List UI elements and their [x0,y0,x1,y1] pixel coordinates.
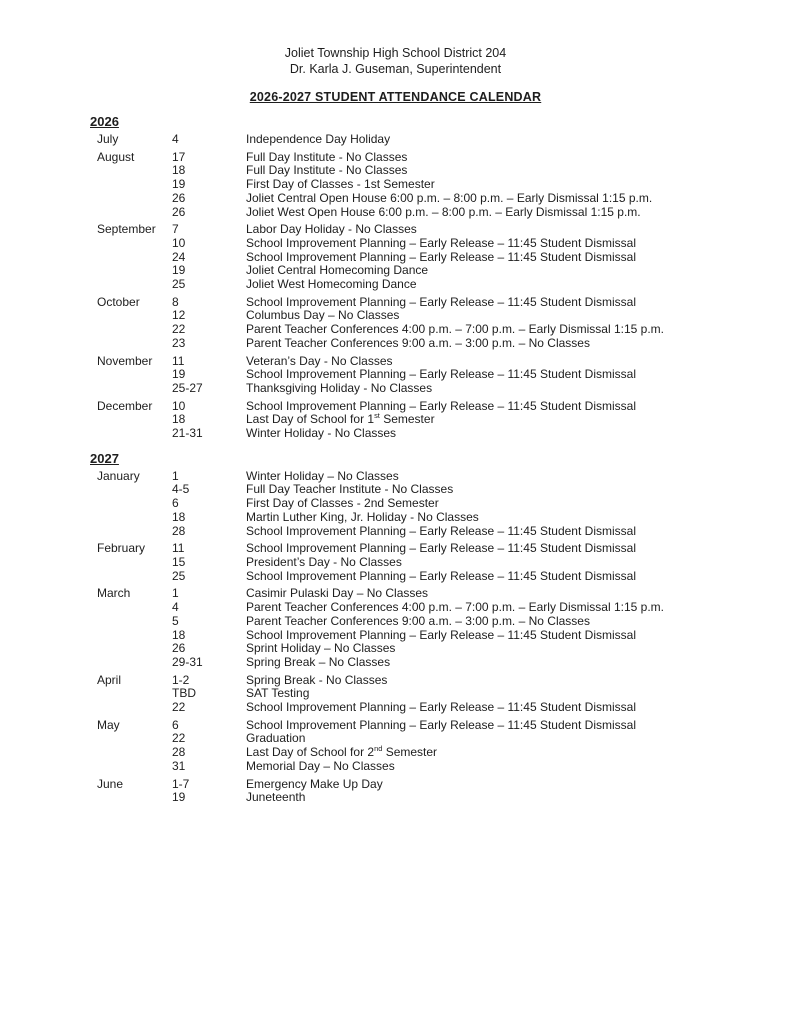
event-description: School Improvement Planning – Early Release – 11:45 Student Dismissal [246,627,636,642]
event-date: 6 [172,496,179,511]
month-events [172,778,791,805]
calendar-event-row [172,178,791,192]
event-date: 24 [172,249,186,264]
event-description: School Improvement Planning – Early Release – 11:45 Student Dismissal [246,717,636,732]
event-date: 28 [172,523,186,538]
calendar-event-row [172,206,791,220]
calendar-event-row [172,587,791,601]
event-date: 25-27 [172,380,203,395]
month-label: September [97,222,156,237]
event-date: 26 [172,204,186,219]
event-date: 29-31 [172,654,203,669]
event-date: 18 [172,412,186,427]
event-description: School Improvement Planning – Early Release – 11:45 Student Dismissal [246,235,636,250]
event-description: School Improvement Planning – Early Release – 11:45 Student Dismissal [246,700,636,715]
event-date: 1-7 [172,776,190,791]
event-date: 23 [172,335,186,350]
calendar-event-row [172,687,791,701]
event-date: 18 [172,163,186,178]
event-date: TBD [172,686,196,701]
event-date: 19 [172,367,186,382]
event-date: 4 [172,600,179,615]
event-description: Winter Holiday - No Classes [246,426,397,441]
calendar-event-row [172,497,791,511]
event-description: Winter Holiday – No Classes [246,468,399,483]
calendar-event-row [172,164,791,178]
calendar-event-row [172,642,791,656]
event-date: 25 [172,277,186,292]
month-label: February [97,541,146,556]
calendar-event-row [172,323,791,337]
event-date: 22 [172,700,186,715]
event-date: 12 [172,308,186,323]
event-date: 22 [172,731,186,746]
month-group [97,355,791,396]
event-description: School Improvement Planning – Early Release – 11:45 Student Dismissal [246,294,636,309]
month-events [172,400,791,441]
calendar-event-row [172,746,791,760]
calendar-event-row [172,192,791,206]
event-description: Emergency Make Up Day [246,776,383,791]
event-date: 8 [172,294,179,309]
month-events [172,719,791,774]
event-description: First Day of Classes - 2nd Semester [246,496,439,511]
calendar-event-row [172,133,791,147]
calendar-event-row [172,368,791,382]
event-description: Parent Teacher Conferences 9:00 a.m. – 3:00 p.m. – No Classes [246,335,590,350]
month-label: July [97,132,119,146]
event-description: Independence Day Holiday [246,132,391,146]
event-description: Sprint Holiday – No Classes [246,641,396,656]
event-description: School Improvement Planning – Early Release – 11:45 Student Dismissal [246,541,636,556]
month-group [97,587,791,669]
month-label: August [97,149,135,164]
event-date: 31 [172,758,186,773]
event-date: 22 [172,322,186,337]
event-date: 19 [172,177,186,192]
event-description: Memorial Day – No Classes [246,758,395,773]
event-description: Graduation [246,731,306,746]
event-description: President’s Day - No Classes [246,554,402,569]
event-description: First Day of Classes - 1st Semester [246,177,435,192]
event-date: 19 [172,263,186,278]
event-description: Full Day Institute - No Classes [246,163,408,178]
calendar-event-row [172,525,791,539]
calendar-event-row [172,309,791,323]
month-group [97,133,791,147]
month-label: January [97,468,140,483]
calendar-event-row [172,629,791,643]
month-events [172,223,791,292]
year-section [0,451,791,805]
event-date: 7 [172,222,179,237]
calendar-event-row [172,542,791,556]
month-label: October [97,294,140,309]
calendar-event-row [172,355,791,369]
month-events [172,151,791,220]
event-date: 26 [172,190,186,205]
calendar-event-row [172,223,791,237]
month-label: April [97,672,122,687]
calendar-event-row [172,615,791,629]
event-description: Spring Break - No Classes [246,672,388,687]
event-description: Juneteenth [246,790,306,805]
event-description: Parent Teacher Conferences 9:00 a.m. – 3:00 p.m. – No Classes [246,613,590,628]
calendar-event-row [172,483,791,497]
event-description: School Improvement Planning – Early Release – 11:45 Student Dismissal [246,367,636,382]
event-date: 11 [172,353,185,368]
year-heading: 2026 [90,114,119,129]
month-group [97,470,791,539]
event-description: Joliet West Open House 6:00 p.m. – 8:00 p.m. – Early Dismissal 1:15 p.m. [246,204,641,219]
calendar-event-row [172,656,791,670]
calendar-event-row [172,264,791,278]
calendar-event-row [172,296,791,310]
calendar-event-row [172,760,791,774]
event-date: 4-5 [172,482,190,497]
month-group [97,151,791,220]
event-date: 25 [172,568,186,583]
document-header [0,0,791,77]
event-date: 1-2 [172,672,190,687]
month-group [97,719,791,774]
calendar-event-row [172,413,791,427]
month-label: June [97,776,124,791]
event-description: School Improvement Planning – Early Release – 11:45 Student Dismissal [246,523,636,538]
calendar-event-row [172,337,791,351]
event-description: Parent Teacher Conferences 4:00 p.m. – 7:00 p.m. – Early Dismissal 1:15 p.m. [246,322,664,337]
event-description: Parent Teacher Conferences 4:00 p.m. – 7:00 p.m. – Early Dismissal 1:15 p.m. [246,600,664,615]
event-description: Full Day Institute - No Classes [246,149,408,164]
calendar-event-row [172,674,791,688]
event-date: 10 [172,398,186,413]
event-date: 18 [172,509,186,524]
event-description: Last Day of School for 1st Semester [246,411,435,427]
event-description: School Improvement Planning – Early Release – 11:45 Student Dismissal [246,568,636,583]
month-group [97,778,791,805]
month-group [97,400,791,441]
year-section [0,114,791,441]
event-description: Columbus Day – No Classes [246,308,400,323]
month-label: May [97,717,120,732]
event-date: 1 [172,468,179,483]
calendar-event-row [172,570,791,584]
calendar-event-row [172,719,791,733]
event-date: 5 [172,613,179,628]
month-events [172,133,791,147]
calendar-event-row [172,556,791,570]
calendar-event-row [172,601,791,615]
month-events [172,470,791,539]
event-date: 6 [172,717,179,732]
event-date: 1 [172,586,179,601]
calendar-event-row [172,382,791,396]
year-heading: 2027 [90,450,119,466]
event-description: Spring Break – No Classes [246,654,391,669]
calendar-event-row [172,778,791,792]
event-description: School Improvement Planning – Early Release – 11:45 Student Dismissal [246,249,636,264]
event-description: Martin Luther King, Jr. Holiday - No Classes [246,509,479,524]
month-events [172,296,791,351]
event-description: Labor Day Holiday - No Classes [246,222,417,237]
month-group [97,674,791,715]
event-description: SAT Testing [246,686,310,701]
event-description: Joliet Central Open House 6:00 p.m. – 8:00 p.m. – Early Dismissal 1:15 p.m. [246,190,653,205]
calendar-event-row [172,427,791,441]
month-group [97,296,791,351]
month-events [172,674,791,715]
event-description: Casimir Pulaski Day – No Classes [246,586,429,601]
district-name: Joliet Township High School District 204 [284,46,507,60]
calendar-event-row [172,791,791,805]
month-events [172,587,791,669]
month-group [97,223,791,292]
event-date: 26 [172,641,186,656]
ordinal-superscript: nd [374,744,383,754]
event-date: 28 [172,745,186,760]
event-description: Joliet West Homecoming Dance [246,277,417,292]
event-date: 17 [172,149,186,164]
month-label: December [97,398,153,413]
event-description: Thanksgiving Holiday - No Classes [246,380,433,395]
event-date: 10 [172,235,186,250]
event-date: 4 [172,132,179,146]
calendar-event-row [172,237,791,251]
calendar-event-row [172,251,791,265]
document-title: 2026-2027 STUDENT ATTENDANCE CALENDAR [249,90,542,104]
event-description: Joliet Central Homecoming Dance [246,263,429,278]
calendar-event-row [172,151,791,165]
ordinal-superscript: st [374,411,380,421]
event-date: 15 [172,554,186,569]
month-group [97,542,791,583]
superintendent-name: Dr. Karla J. Guseman, Superintendent [289,62,502,76]
event-description: Last Day of School for 2nd Semester [246,744,438,760]
event-date: 19 [172,790,186,805]
calendar-event-row [172,511,791,525]
month-events [172,355,791,396]
event-description: Veteran’s Day - No Classes [246,353,393,368]
month-label: November [97,353,153,368]
calendar-event-row [172,278,791,292]
month-events [172,542,791,583]
event-description: Full Day Teacher Institute - No Classes [246,482,454,497]
event-date: 21-31 [172,426,203,441]
event-date: 18 [172,627,186,642]
attendance-calendar [0,114,791,805]
calendar-event-row [172,470,791,484]
event-description: School Improvement Planning – Early Release – 11:45 Student Dismissal [246,398,636,413]
month-label: March [97,586,131,601]
event-date: 11 [172,541,185,556]
calendar-event-row [172,701,791,715]
